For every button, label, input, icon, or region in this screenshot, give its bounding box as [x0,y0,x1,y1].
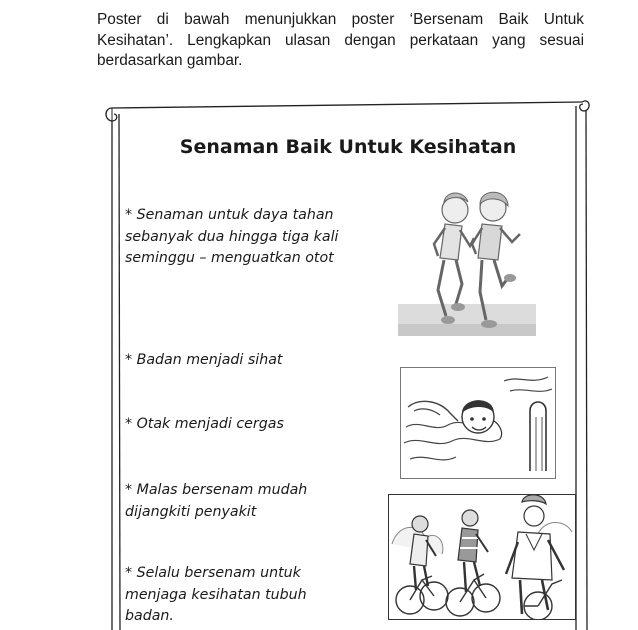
point-brain-active: * Otak menjadi cergas [125,416,284,432]
swimming-illustration [400,367,556,479]
point-body-healthy: * Badan menjadi sihat [125,352,283,368]
instruction-text: Poster di bawah menunjukkan poster ‘Bersenam Baik Untuk Kesihatan’. Lengkapkan ulasan dengan perkataan yang sesuai berdasarkan gambar. [97,11,584,69]
jogging-illustration [398,186,536,342]
poster-title: Senaman Baik Untuk Kesihatan [179,136,517,158]
point-lazy-sick: * Malas bersenam mudah dijangkiti penyakit [125,482,308,520]
cycling-illustration [388,494,576,620]
point-keep-healthy: * Selalu bersenam untuk menjaga kesihatan tubuh badan. [125,565,307,624]
point-exercise-frequency: * Senaman untuk daya tahan sebanyak dua hingga tiga kali seminggu – menguatkan otot [125,207,339,266]
